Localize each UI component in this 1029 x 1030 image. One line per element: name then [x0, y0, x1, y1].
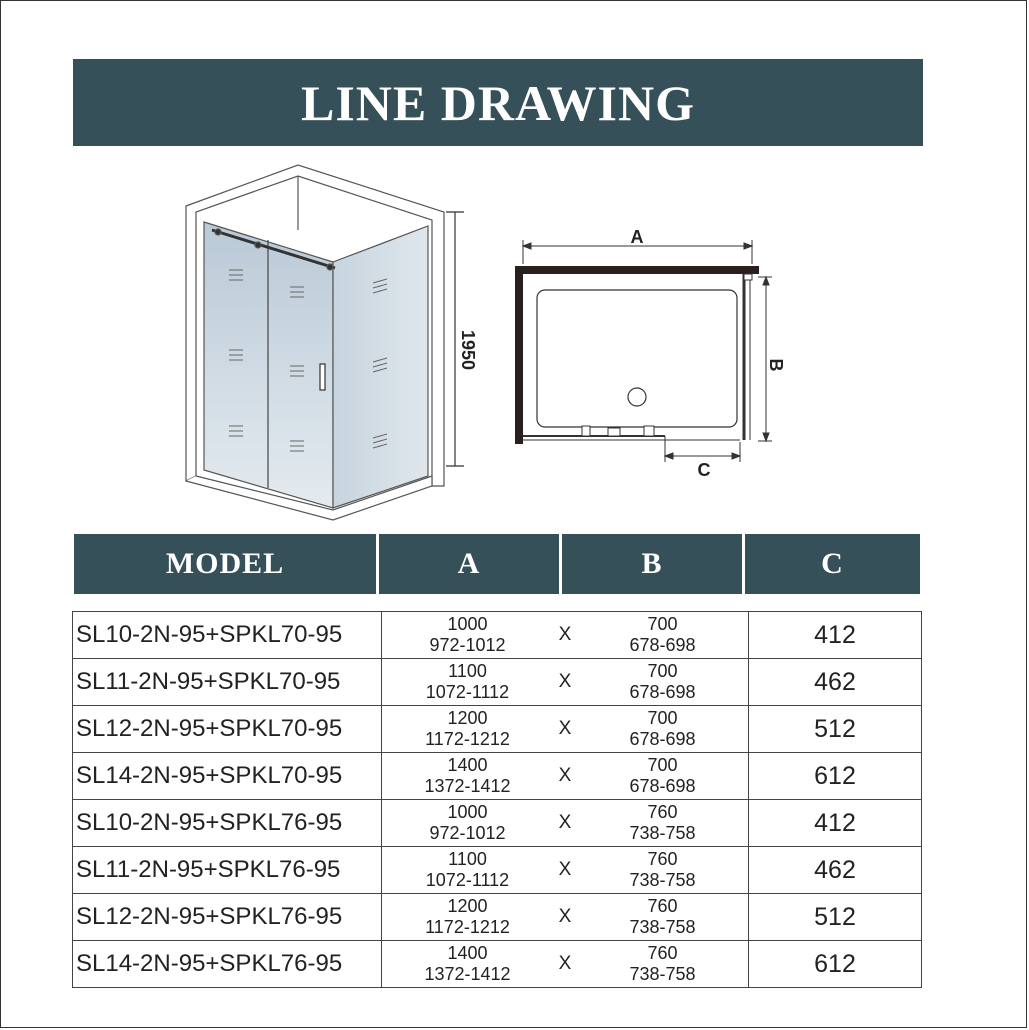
header-model [74, 534, 376, 594]
page-title: LINE DRAWING [300, 74, 695, 131]
table-row [73, 659, 922, 706]
ab-cell [382, 847, 749, 894]
header-b [562, 534, 742, 594]
b-range: 678-698 [629, 729, 696, 749]
b-nominal: 700 [647, 661, 678, 681]
a-range: 1072-1112 [425, 870, 510, 890]
enclosure-3d-view [186, 165, 464, 520]
b-range: 738-758 [629, 870, 696, 890]
c-cell: 512 [749, 706, 922, 753]
b-range: 738-758 [629, 823, 696, 843]
a-nominal: 1400 [447, 943, 488, 963]
ab-cell [382, 659, 749, 706]
model-cell: SL14-2N-95+SPKL70-95 [73, 753, 382, 800]
a-dimension [398, 755, 538, 797]
ab-cell [382, 941, 749, 988]
c-cell: 462 [749, 659, 922, 706]
model-cell: SL12-2N-95+SPKL76-95 [73, 894, 382, 941]
line-drawing [0, 150, 1029, 530]
table-row [73, 753, 922, 800]
a-range: 1172-1212 [425, 917, 510, 937]
b-range: 678-698 [629, 635, 696, 655]
b-dimension [593, 849, 733, 891]
b-dimension [593, 802, 733, 844]
model-cell: SL14-2N-95+SPKL76-95 [73, 941, 382, 988]
a-nominal: 1200 [447, 708, 488, 728]
plan-dimension-b-label: B [766, 358, 786, 372]
times-sign: X [558, 765, 572, 786]
c-cell: 612 [749, 753, 922, 800]
model-cell: SL12-2N-95+SPKL70-95 [73, 706, 382, 753]
a-dimension [398, 849, 538, 891]
model-cell: SL11-2N-95+SPKL70-95 [73, 659, 382, 706]
times-sign: X [558, 671, 572, 692]
a-range: 1372-1412 [424, 776, 511, 796]
plan-dimension-a-label: A [630, 227, 644, 247]
b-nominal: 760 [647, 943, 678, 963]
times-sign: X [558, 906, 572, 927]
header-b-label: B [641, 547, 663, 580]
header-a [379, 534, 559, 594]
header-model-label: MODEL [165, 547, 285, 580]
a-dimension [398, 896, 538, 938]
header-c-label: C [821, 547, 844, 580]
b-range: 738-758 [629, 964, 696, 984]
model-cell: SL10-2N-95+SPKL76-95 [73, 800, 382, 847]
a-range: 1172-1212 [425, 729, 510, 749]
c-cell: 612 [749, 941, 922, 988]
b-nominal: 700 [647, 708, 678, 728]
b-nominal: 700 [647, 614, 678, 634]
a-dimension [398, 661, 538, 703]
table-row [73, 941, 922, 988]
table-row [73, 894, 922, 941]
times-sign: X [558, 859, 572, 880]
b-range: 678-698 [629, 682, 696, 702]
a-dimension [398, 708, 538, 750]
a-nominal: 1100 [448, 661, 487, 681]
c-cell: 512 [749, 894, 922, 941]
a-range: 1072-1112 [425, 682, 510, 702]
b-range: 678-698 [629, 776, 696, 796]
times-sign: X [558, 624, 572, 645]
a-nominal: 1100 [448, 849, 487, 869]
height-dimension-label: 1950 [458, 329, 478, 371]
a-range: 972-1012 [429, 635, 506, 655]
a-nominal: 1000 [447, 614, 488, 634]
table-row [73, 847, 922, 894]
ab-cell [382, 612, 749, 659]
b-dimension [593, 943, 733, 985]
c-cell: 412 [749, 800, 922, 847]
b-dimension [593, 896, 733, 938]
times-sign: X [558, 953, 572, 974]
title-banner [73, 59, 923, 146]
model-cell: SL10-2N-95+SPKL70-95 [73, 612, 382, 659]
b-nominal: 760 [647, 802, 678, 822]
a-nominal: 1200 [447, 896, 488, 916]
b-nominal: 760 [647, 849, 678, 869]
spec-table [72, 611, 922, 988]
c-cell: 462 [749, 847, 922, 894]
b-dimension [593, 708, 733, 750]
a-nominal: 1000 [447, 802, 488, 822]
b-range: 738-758 [629, 917, 696, 937]
spec-table-body [73, 612, 922, 988]
times-sign: X [558, 812, 572, 833]
header-c [745, 534, 920, 594]
a-range: 972-1012 [429, 823, 506, 843]
a-nominal: 1400 [447, 755, 488, 775]
plan-dimension-c-label: C [697, 460, 711, 480]
a-range: 1372-1412 [424, 964, 511, 984]
b-dimension [593, 755, 733, 797]
b-dimension [593, 661, 733, 703]
times-sign: X [558, 718, 572, 739]
ab-cell [382, 800, 749, 847]
table-row [73, 612, 922, 659]
c-cell: 412 [749, 612, 922, 659]
a-dimension [398, 943, 538, 985]
a-dimension [398, 614, 538, 656]
b-nominal: 700 [647, 755, 678, 775]
table-row [73, 800, 922, 847]
ab-cell [382, 706, 749, 753]
ab-cell [382, 894, 749, 941]
a-dimension [398, 802, 538, 844]
header-a-label: A [457, 547, 481, 580]
b-dimension [593, 614, 733, 656]
ab-cell [382, 753, 749, 800]
plan-view [515, 240, 772, 462]
table-row [73, 706, 922, 753]
model-cell: SL11-2N-95+SPKL76-95 [73, 847, 382, 894]
b-nominal: 760 [647, 896, 678, 916]
